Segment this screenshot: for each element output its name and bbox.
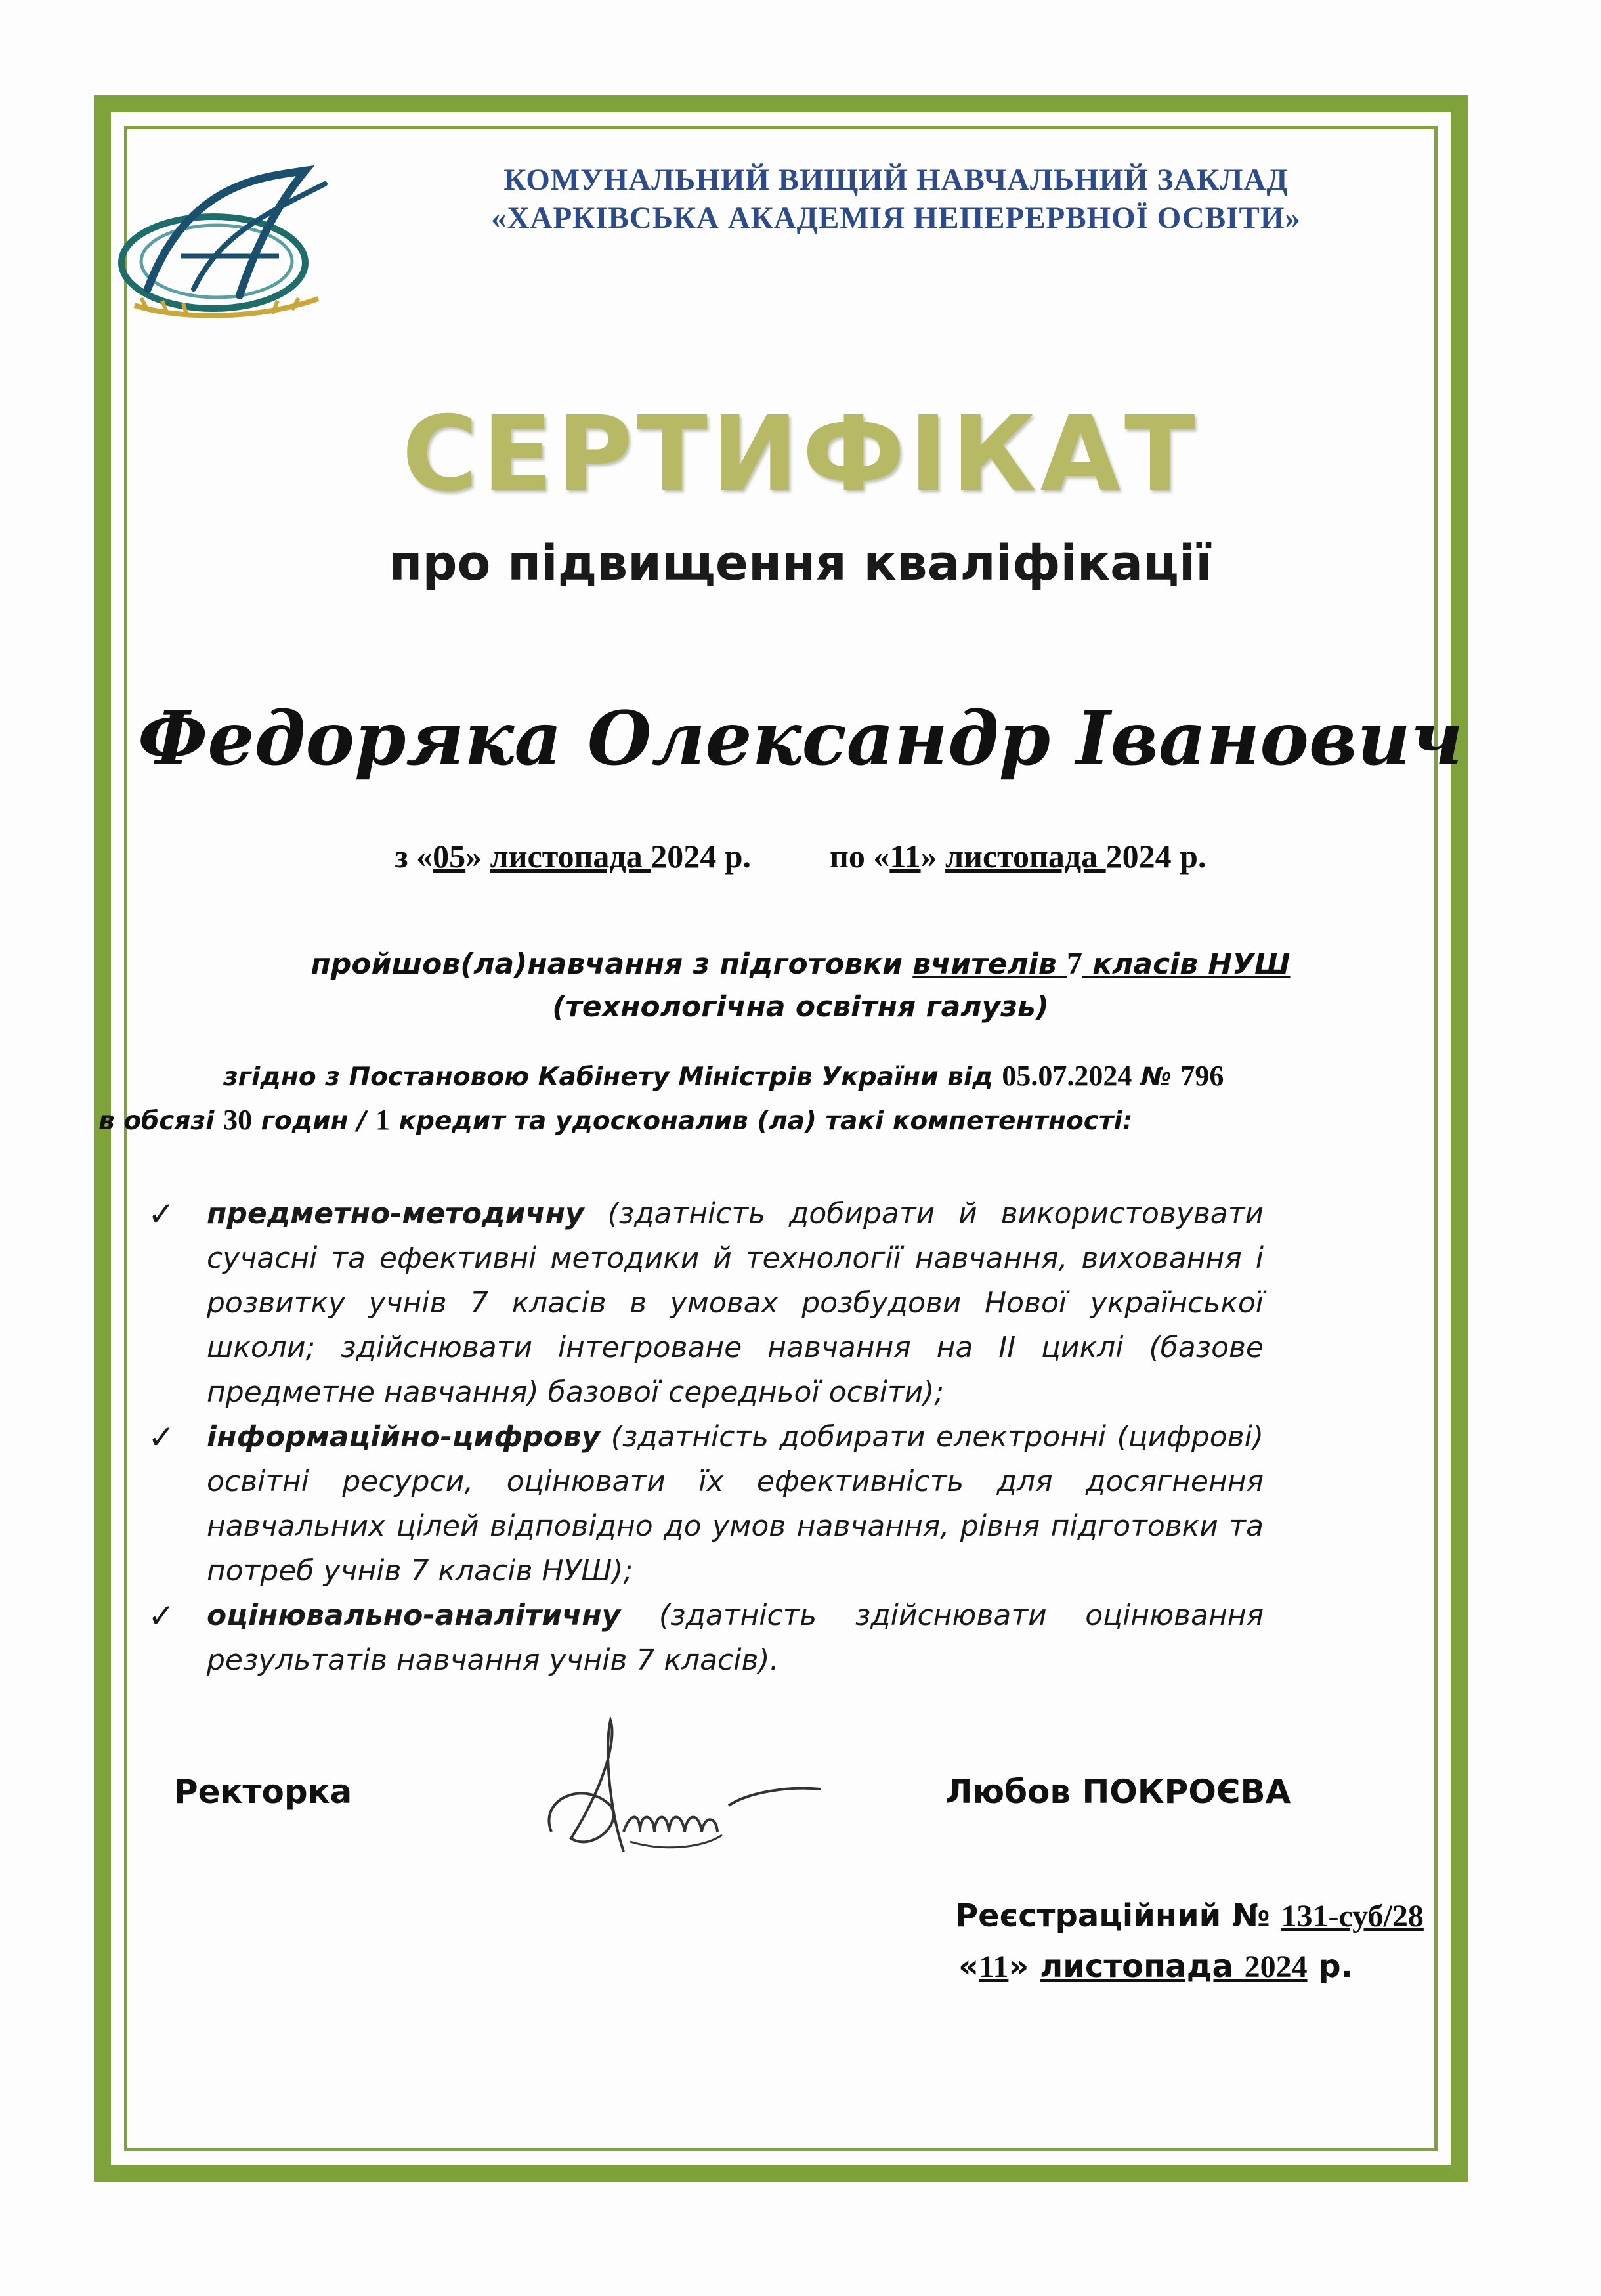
certificate-title: СЕРТИФІКАТ [402,394,1199,515]
training-dates [0,837,1601,875]
signer-name: Любов ПОКРОЄВА [945,1773,1291,1811]
basis-num-label: № [1132,1062,1181,1092]
competency-item [148,1192,1264,1415]
competency-name: інформаційно-цифрову [207,1420,601,1454]
reg-date-suffix: р. [1307,1948,1353,1985]
training-line-1 [0,945,1601,982]
training-grade: 7 [1066,946,1082,981]
volume-credits: 1 [375,1104,390,1136]
competency-description: (здатність здійснювати оцінювання результатів навчання учнів 7 класів). [207,1599,1264,1677]
from-year: 2024 р. [651,838,752,875]
reg-date-year: 2024 [1244,1949,1308,1984]
training-volume [98,1103,1132,1137]
competency-item [148,1415,1264,1593]
competency-description: (здатність добирати й використовувати сучасні та ефективні методики й технології навчання, виховання і розвитку учнів 7 класів в умовах розбудови Нової української школи; здійснювати інтегроване навчання на ІІ циклі (базове предметне навчання) базової середньої освіти); [207,1197,1264,1409]
basis-number: 796 [1180,1060,1224,1092]
recipient-name: Федоряка Олександр Іванович [137,696,1463,782]
checkmark-icon: ✓ [148,1195,175,1233]
basis-date: 05.07.2024 [1002,1060,1132,1092]
to-month: листопада [945,838,1106,875]
volume-text-c: кредит та удосконалив (ла) такі компетентності: [389,1106,1133,1136]
volume-text-a: в обсязі [98,1106,224,1136]
to-day: 11 [889,838,921,875]
registration-date [958,1948,1353,1985]
competency-name: оцінювально-аналітичну [207,1599,621,1632]
volume-hours: 30 [223,1104,253,1136]
signature-image [512,1700,834,1871]
institution-line-2: «ХАРКІВСЬКА АКАДЕМІЯ НЕПЕРЕРВНОЇ ОСВІТИ» [491,201,1301,235]
from-month: листопада [490,838,651,875]
registration-value: 131-суб/28 [1281,1899,1424,1934]
to-prefix: по « [830,838,890,875]
reg-date-day: 11 [979,1949,1009,1984]
basis-text: згідно з Постановою Кабінету Міністрів України від [223,1062,1002,1092]
training-line-2: (технологічна освітня галузь) [552,990,1049,1024]
reg-date-month: листопада [1040,1948,1245,1985]
reg-date-close: » [1008,1948,1040,1985]
competency-name: предметно-методичну [207,1197,584,1230]
from-suffix: » [465,838,490,875]
training-classes: класів НУШ [1082,947,1291,981]
registration-label: Реєстраційний № [955,1897,1281,1934]
signer-position: Ректорка [174,1773,352,1811]
institution-name [459,161,1333,237]
registration-number [955,1897,1424,1934]
training-teachers: вчителів [912,947,1067,981]
reg-date-open: « [958,1948,979,1985]
training-text: пройшов(ла)навчання з підготовки [310,947,913,981]
academy-logo-icon [108,158,364,328]
competency-item [148,1593,1264,1683]
legal-basis [223,1059,1224,1093]
institution-line-1: КОМУНАЛЬНИЙ ВИЩИЙ НАВЧАЛЬНИЙ ЗАКЛАД [503,163,1289,197]
to-year: 2024 р. [1105,838,1206,875]
volume-text-b: годин / [252,1106,375,1136]
competency-description: (здатність добирати електронні (цифрові) освітні ресурси, оцінювати їх ефективність для досягнення навчальних цілей відповідно до умов навчання, рівня підготовки та потреб учнів 7 класів НУШ); [207,1420,1264,1588]
from-prefix: з « [395,838,433,875]
from-day: 05 [433,838,466,875]
certificate-subtitle: про підвищення кваліфікації [389,535,1212,592]
to-suffix: » [920,838,946,875]
checkmark-icon: ✓ [148,1418,175,1456]
checkmark-icon: ✓ [148,1597,175,1635]
competency-list [148,1192,1264,1683]
